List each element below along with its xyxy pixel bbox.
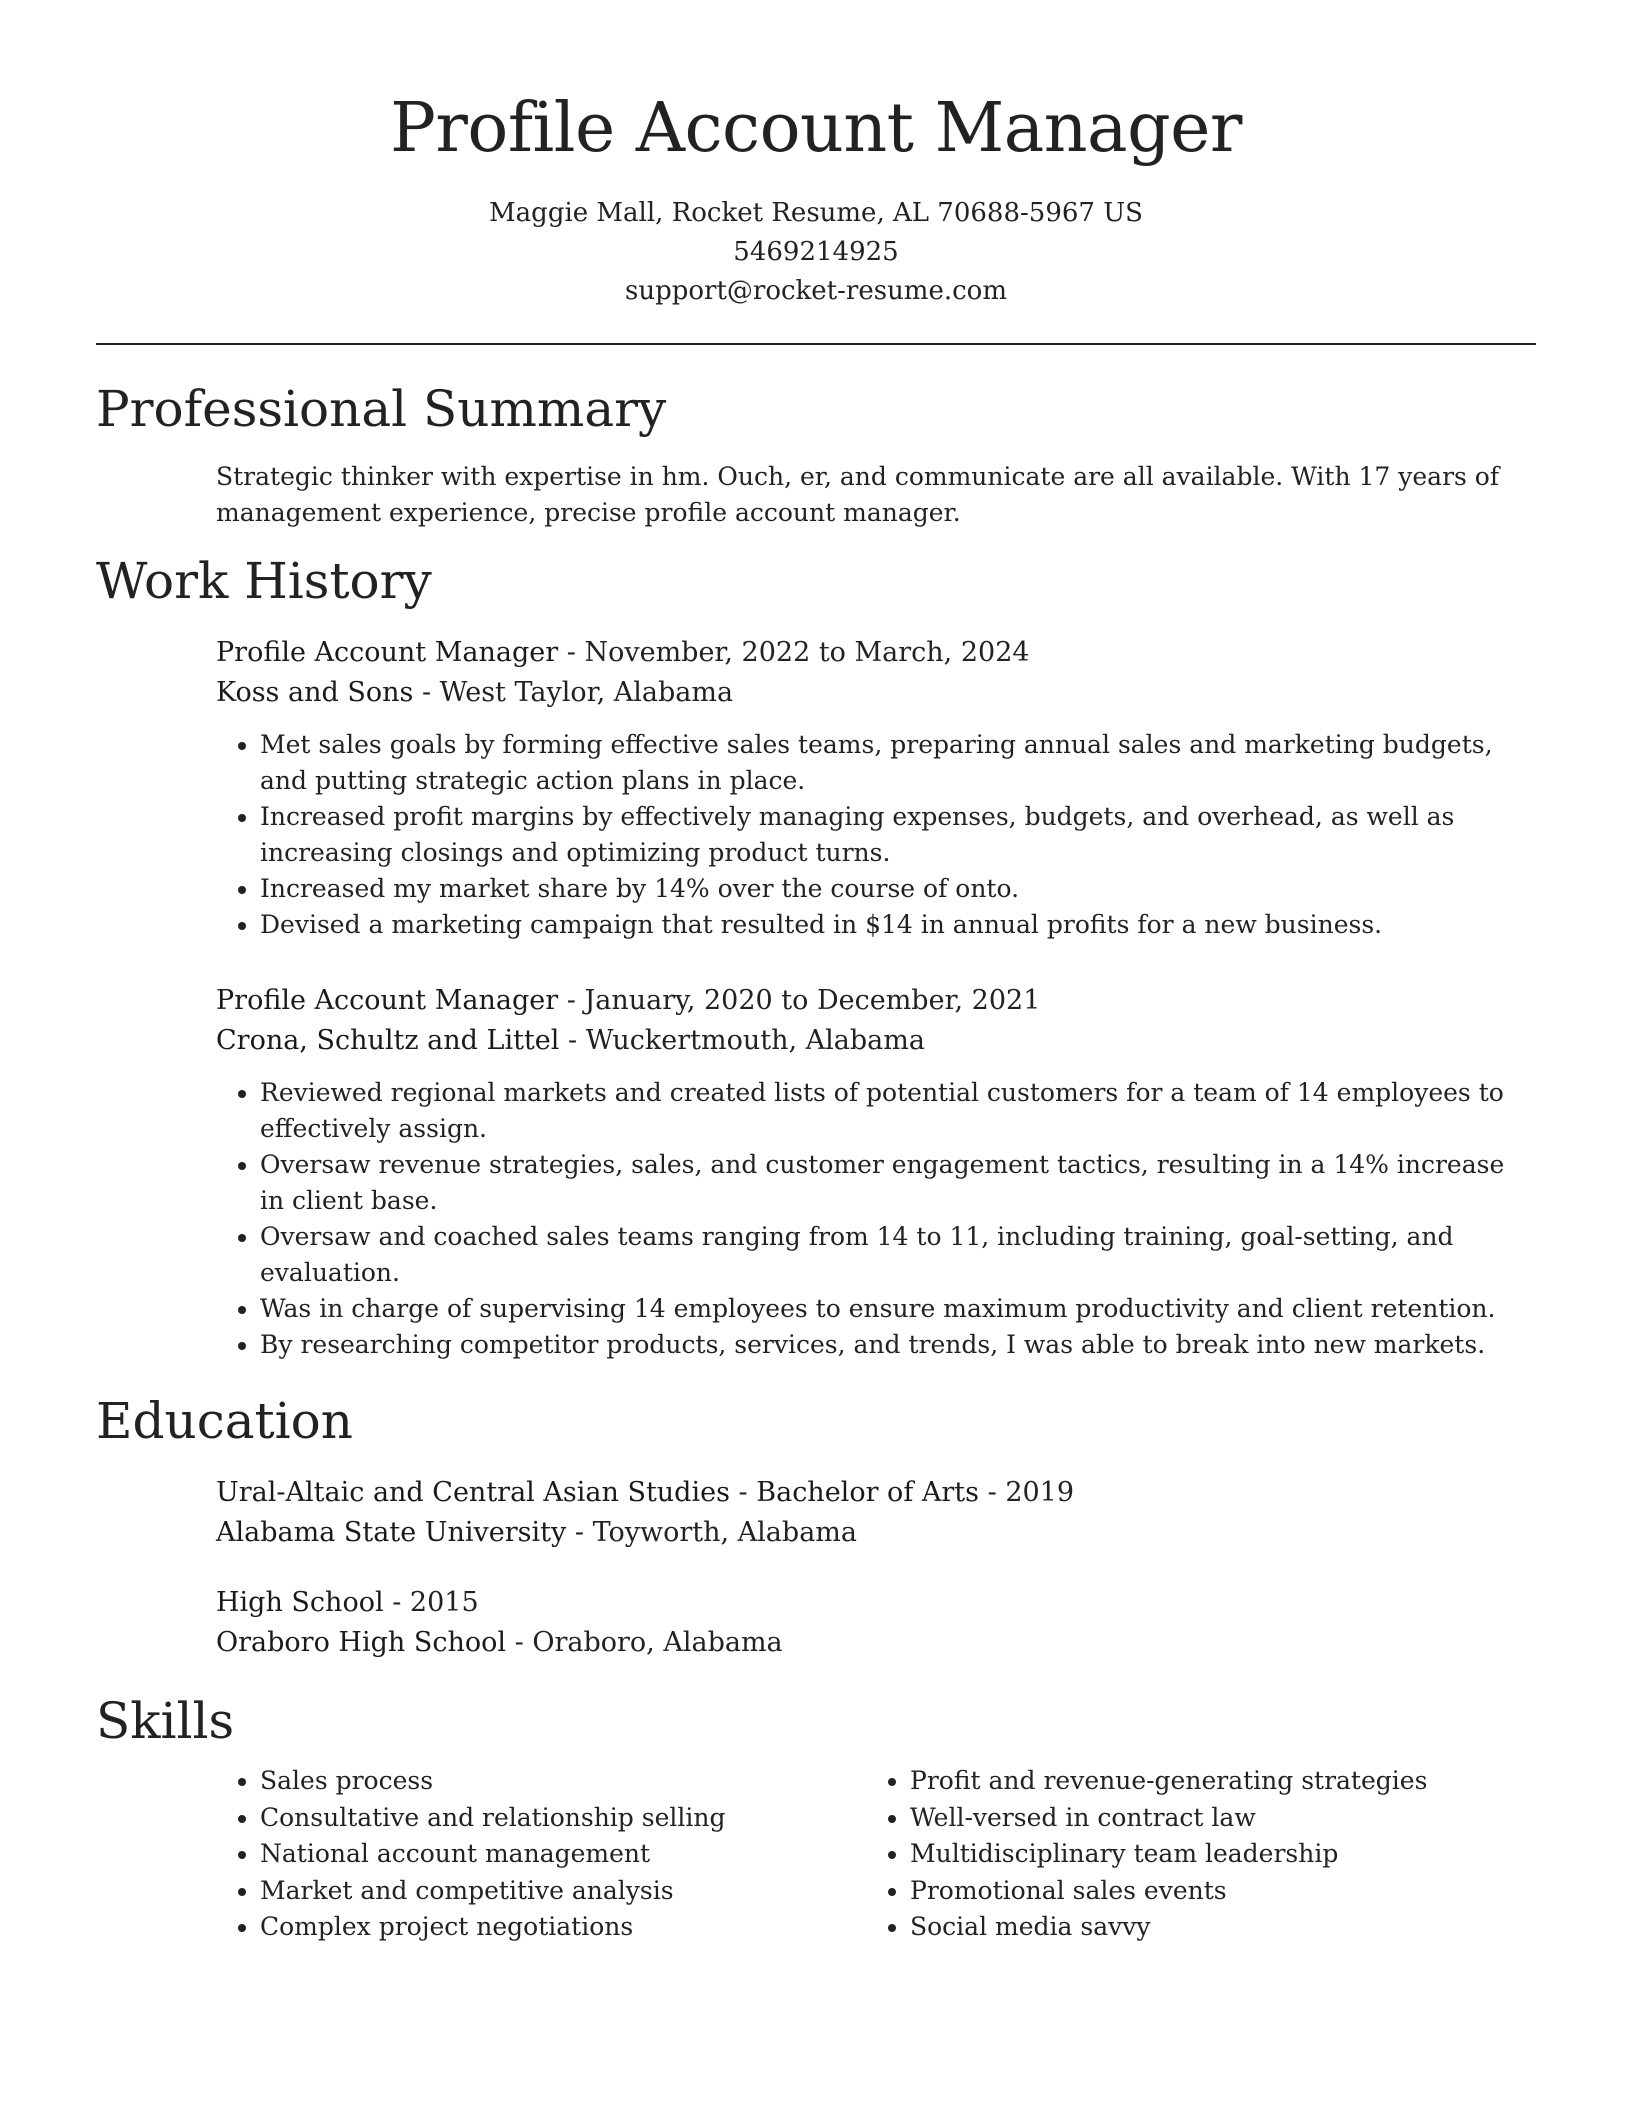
contact-block (96, 194, 1536, 311)
resume-name: Profile Account Manager (390, 89, 1242, 168)
education-school-line (216, 1623, 1536, 1663)
education-separator: - (738, 1477, 757, 1508)
job-bullet: • Reviewed regional markets and created lists of potential customers for a team of 14 employees to effectively assign. (260, 1075, 1536, 1147)
education-separator: - (987, 1477, 1006, 1508)
education-separator: - (514, 1627, 533, 1658)
job-separator: - (566, 985, 585, 1016)
skill-item: • Market and competitive analysis (260, 1873, 866, 1910)
education-heading: Education (96, 1392, 353, 1450)
job-bullet: • Oversaw and coached sales teams ranging from 14 to 11, including training, goal-setting, and evaluation. (260, 1219, 1536, 1291)
education-school: Oraboro High School (216, 1627, 507, 1658)
skill-item: • National account management (260, 1836, 866, 1873)
education-degree-line (216, 1583, 1536, 1623)
skill-item: • Profit and revenue-generating strategies (910, 1763, 1516, 1800)
job-location: Wuckertmouth, Alabama (585, 1025, 925, 1056)
job-bullets (216, 1075, 1536, 1363)
job-separator: - (568, 1025, 586, 1056)
education-year: 2015 (409, 1587, 479, 1618)
skill-item: • Complex project negotiations (260, 1909, 866, 1946)
job-bullet: • Oversaw revenue strategies, sales, and customer engagement tactics, resulting in a 14% increase in client base. (260, 1147, 1536, 1219)
job-bullets (216, 727, 1536, 943)
resume-header (96, 0, 1536, 345)
job-bullet: • By researching competitor products, services, and trends, I was able to break into new markets. (260, 1327, 1536, 1363)
contact-phone: 5469214925 (733, 237, 899, 267)
job-role-line (216, 981, 1536, 1021)
education-location: Toyworth, Alabama (592, 1517, 857, 1548)
job-role-line (216, 633, 1536, 673)
job-bullet: • Increased my market share by 14% over the course of onto. (260, 871, 1536, 907)
job-company-line (216, 1021, 1536, 1061)
education-separator: - (392, 1587, 410, 1618)
job-dates: January, 2020 to December, 2021 (584, 985, 1041, 1016)
resume-page (96, 0, 1536, 1946)
skills-columns (216, 1763, 1536, 1946)
header-divider (96, 343, 1536, 345)
skill-item: • Consultative and relationship selling (260, 1800, 866, 1837)
job-bullet: • Devised a marketing campaign that resulted in $14 in annual profits for a new business. (260, 907, 1536, 943)
education-entry (216, 1583, 1536, 1663)
summary-heading: Professional Summary (96, 380, 667, 438)
skill-item: • Sales process (260, 1763, 866, 1800)
contact-address: Maggie Mall, Rocket Resume, AL 70688-5967 US (489, 198, 1143, 228)
skills-heading: Skills (96, 1692, 235, 1750)
job-company: Koss and Sons (216, 677, 414, 708)
education-degree: Bachelor of Arts (756, 1477, 979, 1508)
job-bullet: • Was in charge of supervising 14 employees to ensure maximum productivity and client retention. (260, 1291, 1536, 1327)
education-entry (216, 1473, 1536, 1553)
job-separator: - (421, 677, 440, 708)
job-bullet: • Increased profit margins by effectively managing expenses, budgets, and overhead, as well as increasing closings and optimizing product turns. (260, 799, 1536, 871)
education-degree-line (216, 1473, 1536, 1513)
work-history-heading: Work History (96, 552, 432, 610)
job-role: Profile Account Manager (216, 637, 559, 668)
education-school: Alabama State University (216, 1517, 567, 1548)
job-bullet: • Met sales goals by forming effective sales teams, preparing annual sales and marketing budgets, and putting strategic action plans in place. (260, 727, 1536, 799)
contact-email: support@rocket-resume.com (624, 276, 1007, 306)
skill-item: • Social media savvy (910, 1909, 1516, 1946)
skill-item: • Multidisciplinary team leadership (910, 1836, 1516, 1873)
job-separator: - (566, 637, 585, 668)
skills-list-right (866, 1763, 1516, 1946)
education-year: 2019 (1005, 1477, 1075, 1508)
education-location: Oraboro, Alabama (532, 1627, 783, 1658)
job-company-line (216, 673, 1536, 713)
skills-list-left (216, 1763, 866, 1946)
job-location: West Taylor, Alabama (439, 677, 734, 708)
education-degree: High School (216, 1587, 384, 1618)
education-separator: - (574, 1517, 593, 1548)
job-entry (216, 981, 1536, 1363)
education-field: Ural-Altaic and Central Asian Studies (216, 1477, 730, 1508)
job-dates: November, 2022 to March, 2024 (584, 637, 1030, 668)
skill-item: • Well-versed in contract law (910, 1800, 1516, 1837)
job-company: Crona, Schultz and Littel (216, 1025, 560, 1056)
summary-text: Strategic thinker with expertise in hm. Ouch, er, and communicate are all available. With 17 years of management experience, precise profile account manager. (216, 462, 1500, 527)
skill-item: • Promotional sales events (910, 1873, 1516, 1910)
job-entry (216, 633, 1536, 943)
education-school-line (216, 1513, 1536, 1553)
job-role: Profile Account Manager (216, 985, 559, 1016)
